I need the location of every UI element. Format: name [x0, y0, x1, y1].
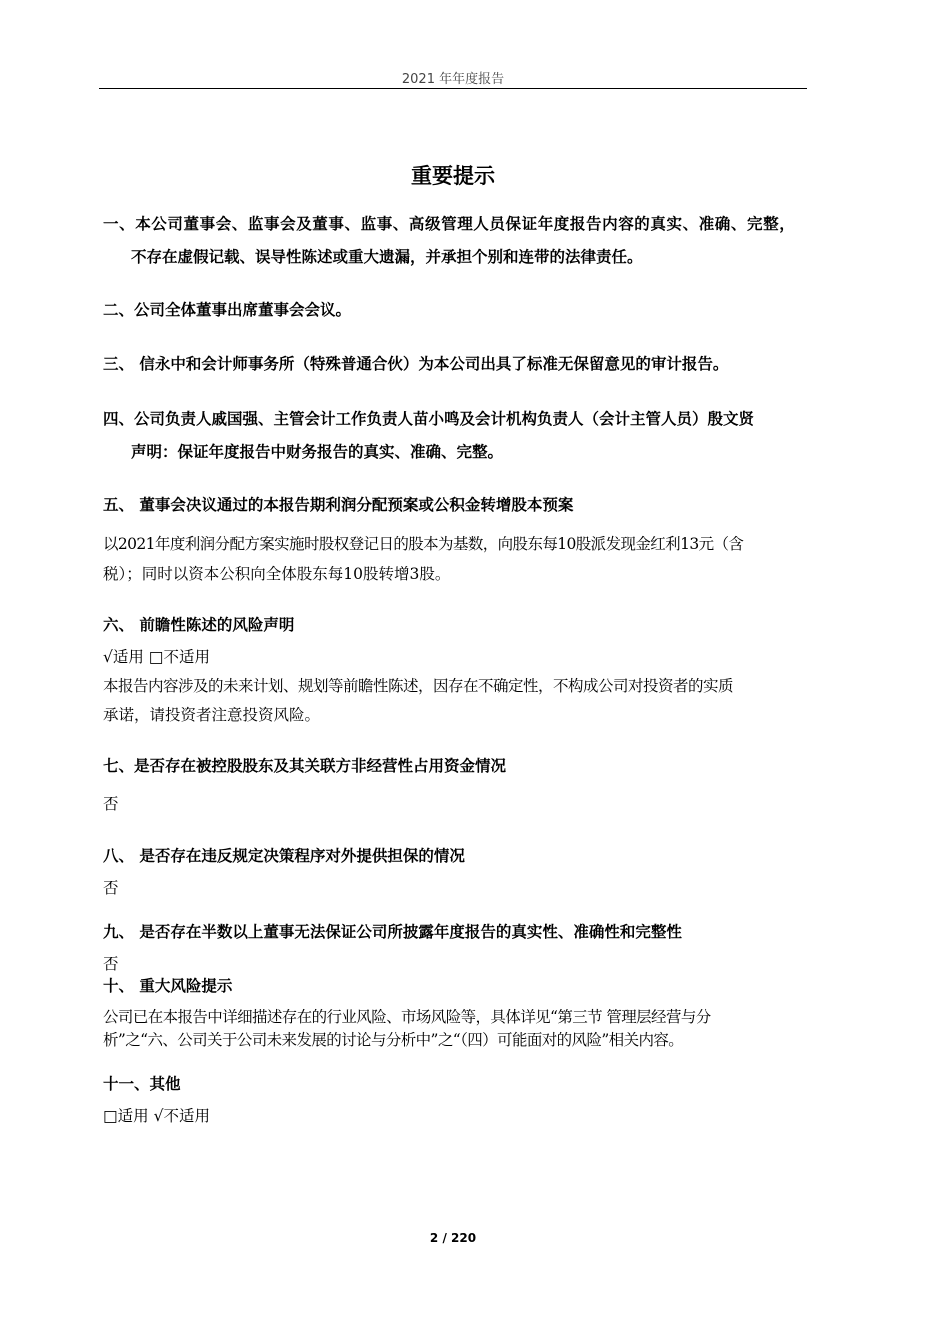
item-10-body-line-1: 公司已在本报告中详细描述存在的行业风险、市场风险等，具体详见“第三节 管理层经营与分	[103, 1008, 711, 1026]
item-3: 三、 信永中和会计师事务所（特殊普通合伙）为本公司出具了标准无保留意见的审计报告。	[103, 355, 729, 373]
page-header: 2021 年年度报告	[401, 72, 505, 87]
item-7-answer: 否	[103, 795, 119, 813]
item-5-heading: 五、 董事会决议通过的本报告期利润分配预案或公积金转增股本预案	[103, 496, 574, 514]
item-1-line-1: 一、本公司董事会、监事会及董事、监事、高级管理人员保证年度报告内容的真实、准确、完整，	[103, 215, 796, 233]
item-9-answer: 否	[103, 955, 119, 973]
header-divider	[99, 88, 807, 89]
item-5-body-line-2: 税）；同时以资本公积向全体股东每10股转增3股。	[103, 565, 451, 583]
item-11-applicability: □适用 √不适用	[103, 1107, 210, 1125]
item-8-heading: 八、 是否存在违反规定决策程序对外提供担保的情况	[103, 847, 465, 865]
item-7-heading: 七、是否存在被控股股东及其关联方非经营性占用资金情况	[103, 757, 507, 775]
item-8-answer: 否	[103, 879, 119, 897]
item-5-body-line-1: 以2021年度利润分配方案实施时股权登记日的股本为基数，向股东每10股派发现金红利13元（含	[103, 535, 744, 553]
item-10-body-line-2: 析”之“六、公司关于公司未来发展的讨论与分析中”之“（四）可能面对的风险”相关内容。	[103, 1031, 684, 1049]
item-6-heading: 六、 前瞻性陈述的风险声明	[103, 616, 295, 634]
item-6-body-line-1: 本报告内容涉及的未来计划、规划等前瞻性陈述，因存在不确定性，不构成公司对投资者的实质	[103, 677, 734, 695]
item-6-applicability: √适用 □不适用	[103, 648, 210, 666]
page-number: 2 / 220	[429, 1231, 477, 1245]
item-4-line-2: 声明：保证年度报告中财务报告的真实、准确、完整。	[131, 443, 504, 461]
item-2: 二、公司全体董事出席董事会会议。	[103, 301, 352, 319]
page-title: 重要提示	[411, 164, 495, 188]
item-1-line-2: 不存在虚假记载、误导性陈述或重大遗漏，并承担个别和连带的法律责任。	[131, 248, 643, 266]
item-4-line-1: 四、公司负责人戚国强、主管会计工作负责人苗小鸣及会计机构负责人（会计主管人员）殷文贤	[103, 410, 755, 428]
item-9-heading: 九、 是否存在半数以上董事无法保证公司所披露年度报告的真实性、准确性和完整性	[103, 923, 682, 941]
item-10-heading: 十、 重大风险提示	[103, 977, 233, 995]
item-6-body-line-2: 承诺，请投资者注意投资风险。	[103, 706, 321, 724]
item-11-heading: 十一、其他	[103, 1075, 181, 1093]
